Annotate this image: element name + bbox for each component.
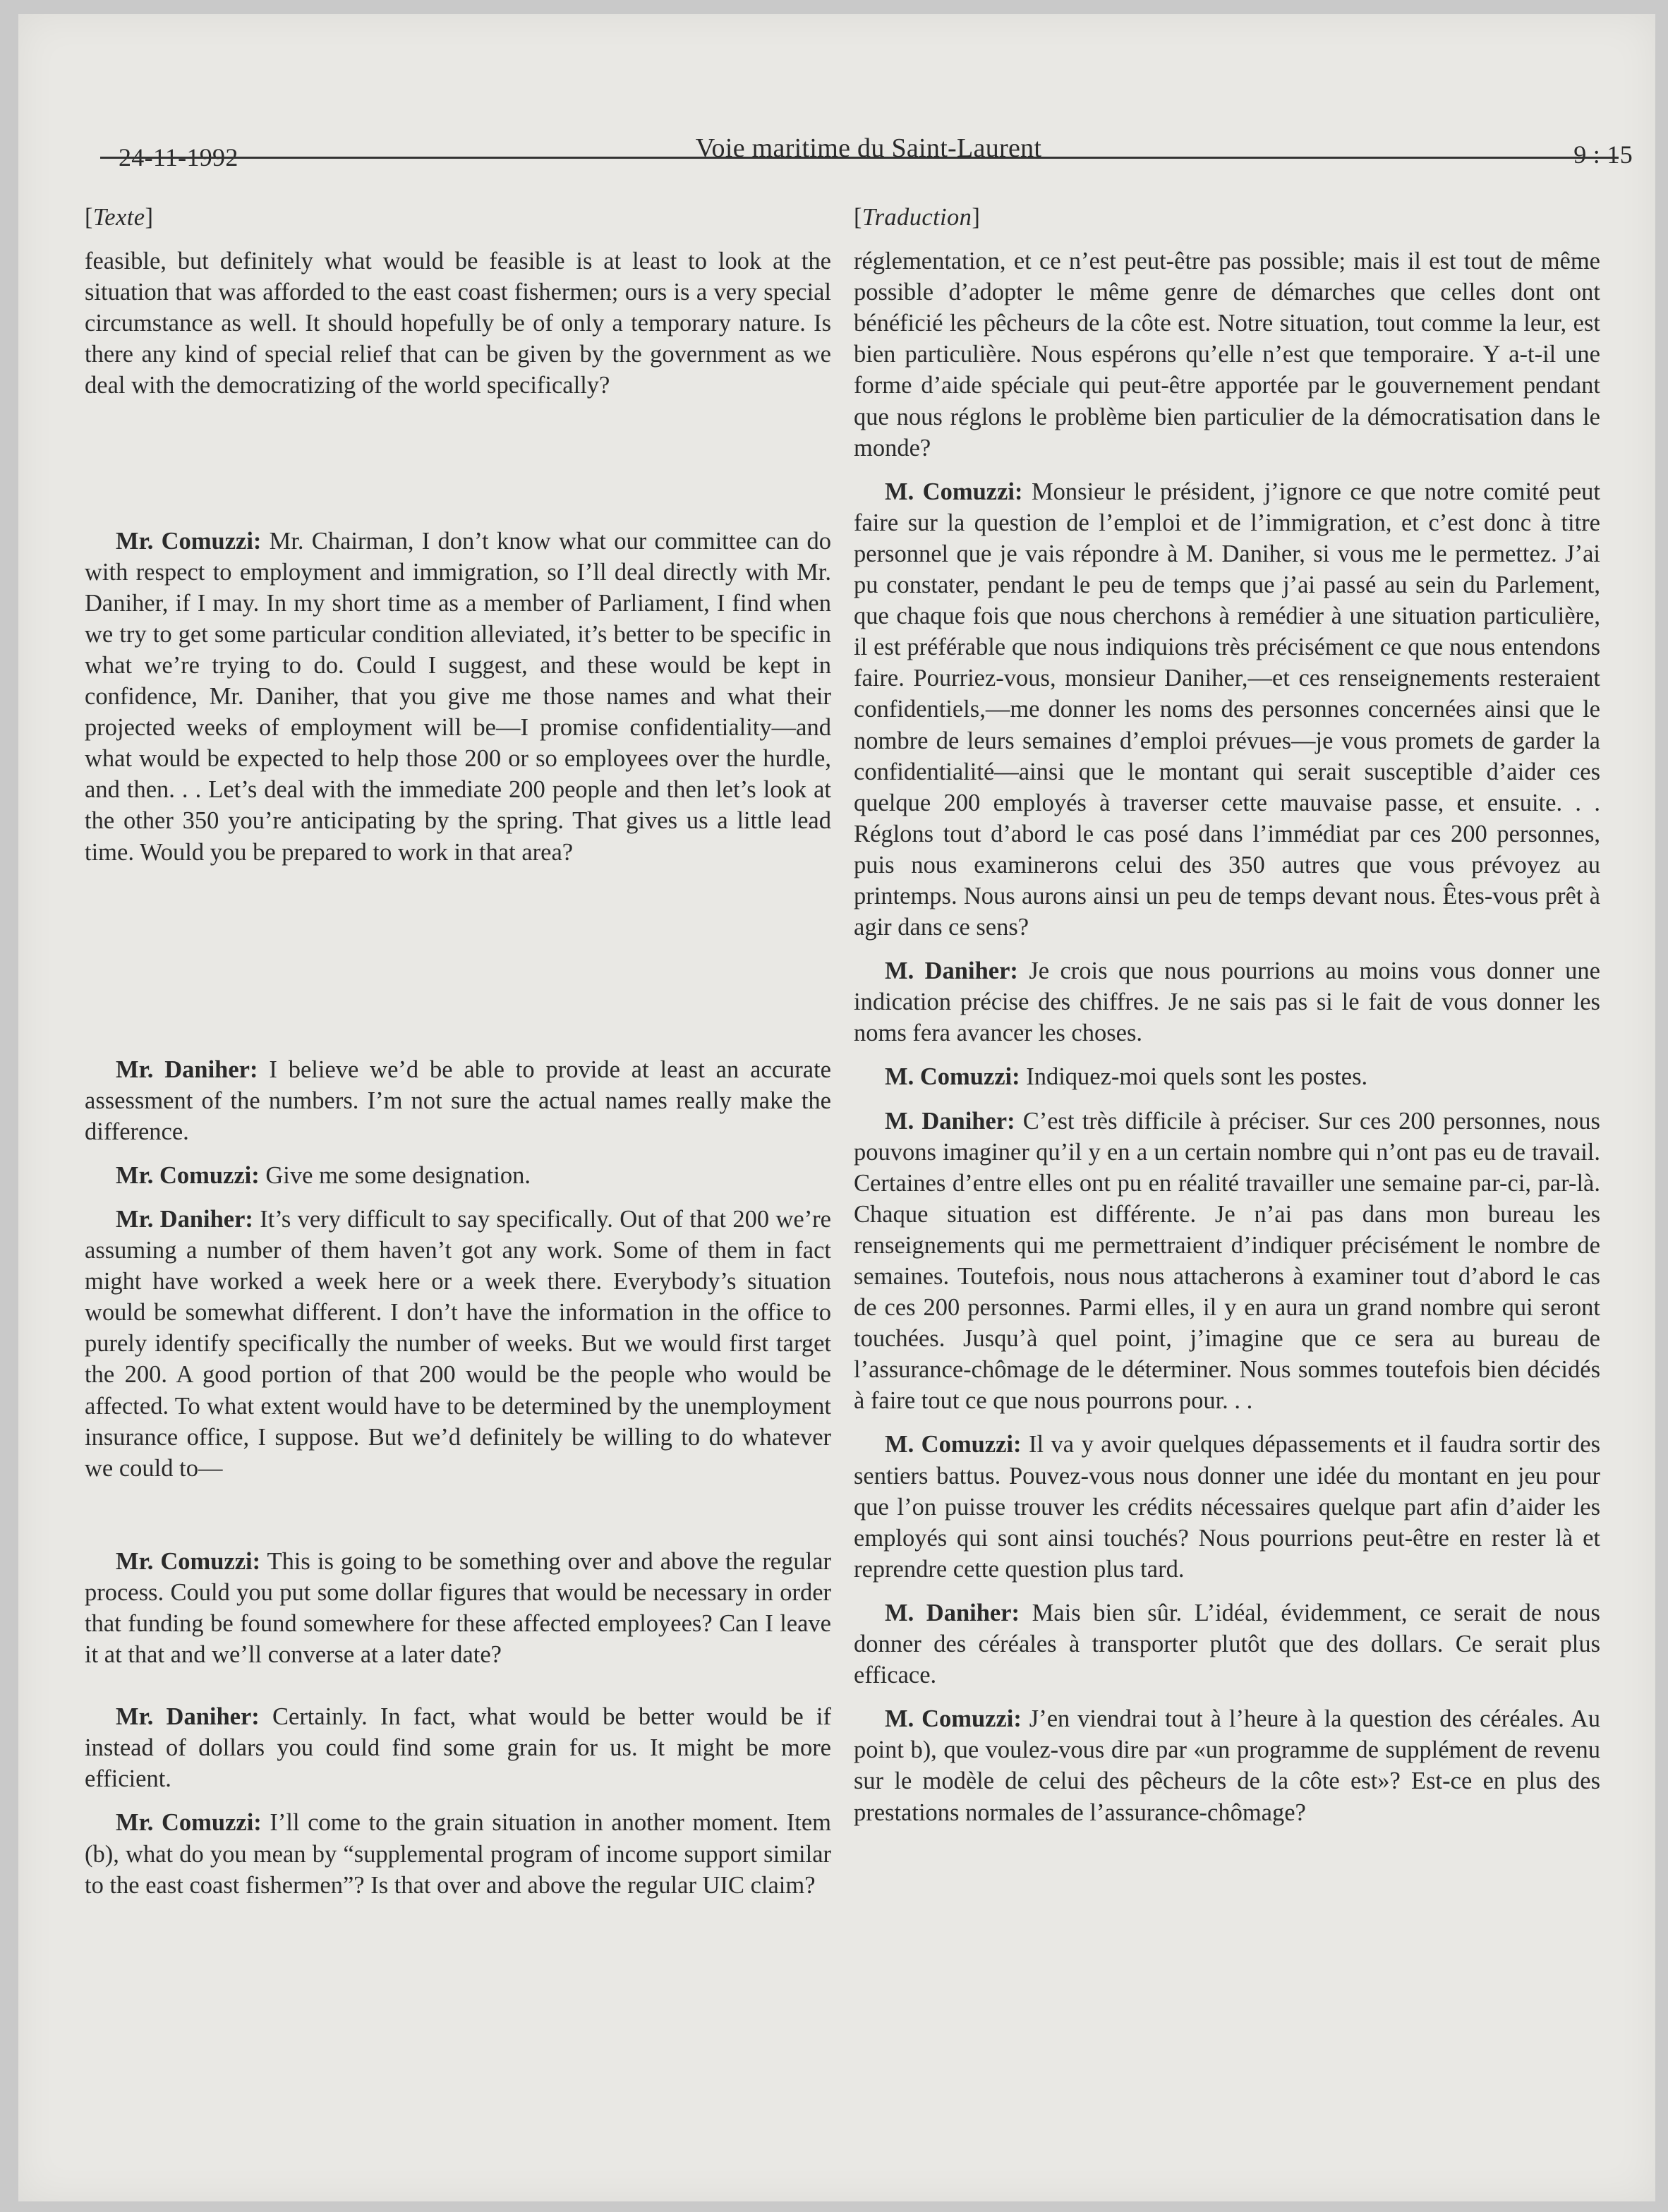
speaker-name: M. Daniher: [885, 1107, 1015, 1135]
speaker-name: M. Daniher: [885, 957, 1018, 985]
section-tag-english: [Texte] [85, 204, 154, 231]
header-title: Voie maritime du Saint-Laurent [695, 133, 1042, 163]
paragraph-en-3: Mr. Comuzzi: Give me some designation. [116, 1161, 531, 1189]
speaker-name: Mr. Daniher: [116, 1205, 253, 1233]
paragraph-fr-5: M. Comuzzi: Il va y avoir quelques dépassements et il faudra sortir des sentiers battus. Pouvez-vous nous donner une idée du montant en jeu pour que l’on puisse trouver les crédits nécessaires quelque part afin d’aider les employés qui sont ainsi touchés? Nous pourrions peut-être en rester là et reprendre cette question plus tard. [854, 1431, 1601, 1583]
paragraph-en-5: Mr. Comuzzi: This is going to be something over and above the regular process. Could you put some dollar figures that would be necessary in order that funding be found somewhere for these affected employees? Can I leave it at that and we’ll converse at a later date? [85, 1547, 832, 1669]
speaker-name: M. Daniher: [885, 1599, 1020, 1626]
paragraph-en-0: feasible, but definitely what would be feasible is at least to look at the situation that was afforded to the east coast fishermen; ours is a very special circumstance as well. It should hopefully be of only a temporary nature. Is there any kind of special relief that can be given by the government as we deal with the democratizing of the world specifically? [85, 248, 831, 399]
speaker-name: M. Comuzzi: [885, 1705, 1022, 1733]
header-page-number: 9 : 15 [1573, 140, 1633, 169]
paragraph-fr-6: M. Daniher: Mais bien sûr. L’idéal, évidemment, ce serait de nous donner des céréales à transporter plutôt que des dollars. Ce serait plus efficace. [854, 1599, 1600, 1689]
french-column [854, 202, 1600, 1828]
paragraph-fr-1: M. Comuzzi: Monsieur le président, j’ignore ce que notre comité peut faire sur la question de l’emploi et de l’immigration, et c’est donc à titre personnel que je vais répondre à M. Daniher, si vous me le permettez. J’ai pu constater, pendant le peu de temps que j’ai passé au sein du Parlement, que chaque fois que nous cherchons à remédier à une situation particulière, il est préférable que nous indiquions très précisément ce que nous entendons faire. Pourriez-vous, monsieur Daniher,—et ces renseignements resteraient confidentiels,—me donner les noms des personnes concernées ainsi que le nombre de leurs semaines d’emploi prévues—je vous promets de garder la confidentialité—ainsi que le montant qui serait susceptible d’aider ces quelque 200 employés à traverser cette mauvaise passe, et ensuite. . . Réglons tout d’abord le cas posé dans l’immédiat par ces 200 personnes, puis nous examinerons celui des 350 autres que vous prévoyez au printemps. Nous aurons ainsi un peu de temps devant nous. Êtes-vous prêt à agir dans ce sens? [854, 478, 1600, 941]
paragraph-fr-7: M. Comuzzi: J’en viendrai tout à l’heure à la question des céréales. Au point b), que voulez-vous dire par «un programme de supplément de revenu sur le modèle de celui des pêcheurs de la côte est»? Est-ce en plus des prestations normales de l’assurance-chômage? [854, 1705, 1601, 1826]
paragraph-en-2: Mr. Daniher: I believe we’d be able to provide at least an accurate assessment of the numbers. I’m not sure the actual names really make the difference. [85, 1056, 831, 1145]
paragraph-fr-3: M. Comuzzi: Indiquez-moi quels sont les postes. [885, 1063, 1368, 1091]
speaker-name: M. Comuzzi: [885, 1063, 1020, 1091]
running-header [102, 120, 1636, 171]
speaker-name: M. Comuzzi: [885, 478, 1023, 505]
header-rule [100, 157, 1619, 159]
paragraph-en-1: Mr. Comuzzi: Mr. Chairman, I don’t know what our committee can do with respect to employment and immigration, so I’ll deal directly with Mr. Daniher, if I may. In my short time as a member of Parliament, I find when we try to get some particular condition alleviated, it’s better to be specific in what we’re trying to do. Could I suggest, and these would be kept in confidence, Mr. Daniher, that you give me those names and what their projected weeks of employment will be—I promise confidentiality—and what would be expected to help those 200 or so employees over the hurdle, and then. . . Let’s deal with the immediate 200 people and then let’s look at the other 350 you’re anticipating by the spring. That gives us a little lead time. Would you be prepared to work in that area? [85, 527, 831, 866]
section-tag-french: [Traduction] [854, 204, 981, 231]
speaker-name: Mr. Daniher: [116, 1056, 258, 1083]
speaker-name: Mr. Comuzzi: [116, 1161, 260, 1189]
english-column [85, 202, 831, 1901]
paragraph-fr-2: M. Daniher: Je crois que nous pourrions au moins vous donner une indication précise des chiffres. Je ne sais pas si le fait de vous donner les noms fera avancer les choses. [854, 957, 1600, 1047]
paragraph-en-6: Mr. Daniher: Certainly. In fact, what would be better would be if instead of dollars you could find some grain for us. It might be more efficient. [85, 1703, 831, 1793]
paragraph-fr-0: réglementation, et ce n’est peut-être pas possible; mais il est tout de même possible d’adopter le même genre de démarches que celles dont ont bénéficié les pêcheurs de la côte est. Notre situation, tout comme la leur, est bien particulière. Nous espérons qu’elle n’est que temporaire. Y a-t-il une forme d’aide spéciale qui peut-être apportée par le gouvernement pendant que nous réglons le problème bien particulier de la démocratisation dans le monde? [854, 248, 1600, 461]
header-date: 24-11-1992 [119, 143, 238, 171]
paragraph-en-4: Mr. Daniher: It’s very difficult to say specifically. Out of that 200 we’re assuming a number of them haven’t got any work. Some of them in fact might have worked a week here or a week there. Everybody’s situation would be somewhat different. I don’t have the information in the office to purely identify specifically the number of weeks. But we would first target the 200. A good portion of that 200 would be the people who would be affected. To what extent would have to be determined by the unemployment insurance office, I suppose. But we’d definitely be willing to do whatever we could to— [85, 1205, 831, 1482]
speaker-name: Mr. Daniher: [116, 1703, 260, 1731]
paragraph-fr-4: M. Daniher: C’est très difficile à préciser. Sur ces 200 personnes, nous pouvons imaginer qu’il y en a un certain nombre qui n’ont pas eu de travail. Certaines d’entre elles ont pu en réalité travailler une semaine par-ci, par-là. Chaque situation est différente. Je n’ai pas dans mon bureau les renseignements qui me permettraient d’indiquer précisément le nombre de semaines. Toutefois, nous nous attacherons à examiner tout d’abord le cas de ces 200 personnes. Parmi elles, il y en aura un grand nombre qui seront touchées. Jusqu’à quel point, j’imagine que ce sera au bureau de l’assurance-chômage de le déterminer. Nous sommes toutefois bien décidés à faire tout ce que nous pourrons pour. . . [854, 1107, 1600, 1415]
speaker-name: Mr. Comuzzi: [116, 1547, 261, 1575]
speaker-name: Mr. Comuzzi: [116, 1809, 262, 1837]
paragraph-en-7: Mr. Comuzzi: I’ll come to the grain situation in another moment. Item (b), what do you mean by “supplemental program of income support similar to the east coast fishermen”? Is that over and above the regular UIC claim? [85, 1809, 832, 1899]
speaker-name: Mr. Comuzzi: [116, 527, 262, 555]
speaker-name: M. Comuzzi: [885, 1431, 1022, 1458]
